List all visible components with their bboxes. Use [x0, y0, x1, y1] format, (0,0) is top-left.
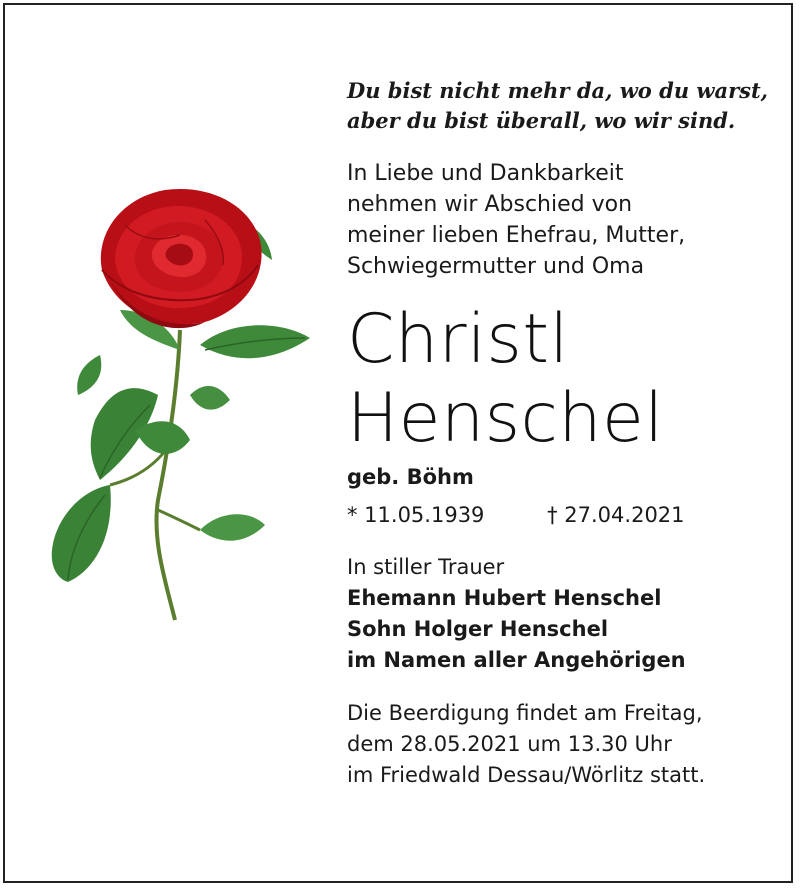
first-name: Christl: [347, 300, 569, 379]
funeral-notice: [347, 698, 787, 791]
intro-text: [347, 158, 787, 282]
birth-date: * 11.05.1939: [347, 503, 485, 527]
intro-line: Schwiegermutter und Oma: [347, 254, 645, 279]
funeral-line: Die Beerdigung findet am Freitag,: [347, 701, 703, 725]
intro-line: meiner lieben Ehefrau, Mutter,: [347, 223, 686, 248]
motto-line: aber du bist überall, wo wir sind.: [347, 108, 736, 133]
death-date: † 27.04.2021: [547, 503, 685, 527]
mourners-block: [347, 552, 787, 676]
life-dates: [347, 500, 787, 530]
motto-line: Du bist nicht mehr da, wo du warst,: [347, 78, 768, 103]
mourner-name: Ehemann Hubert Henschel: [347, 586, 662, 610]
born-name: geb. Böhm: [347, 465, 474, 489]
funeral-line: im Friedwald Dessau/Wörlitz statt.: [347, 763, 706, 787]
funeral-line: dem 28.05.2021 um 13.30 Uhr: [347, 732, 672, 756]
mourners-heading: In stiller Trauer: [347, 555, 505, 579]
intro-line: In Liebe und Dankbarkeit: [347, 161, 624, 186]
motto-quote: [347, 76, 787, 136]
last-name: Henschel: [347, 379, 664, 458]
rose-image: [40, 180, 320, 630]
intro-line: nehmen wir Abschied von: [347, 192, 633, 217]
deceased-name: [347, 300, 787, 458]
mourner-name: im Namen aller Angehörigen: [347, 648, 686, 672]
ad-text-column: [347, 76, 787, 791]
mourner-name: Sohn Holger Henschel: [347, 617, 609, 641]
